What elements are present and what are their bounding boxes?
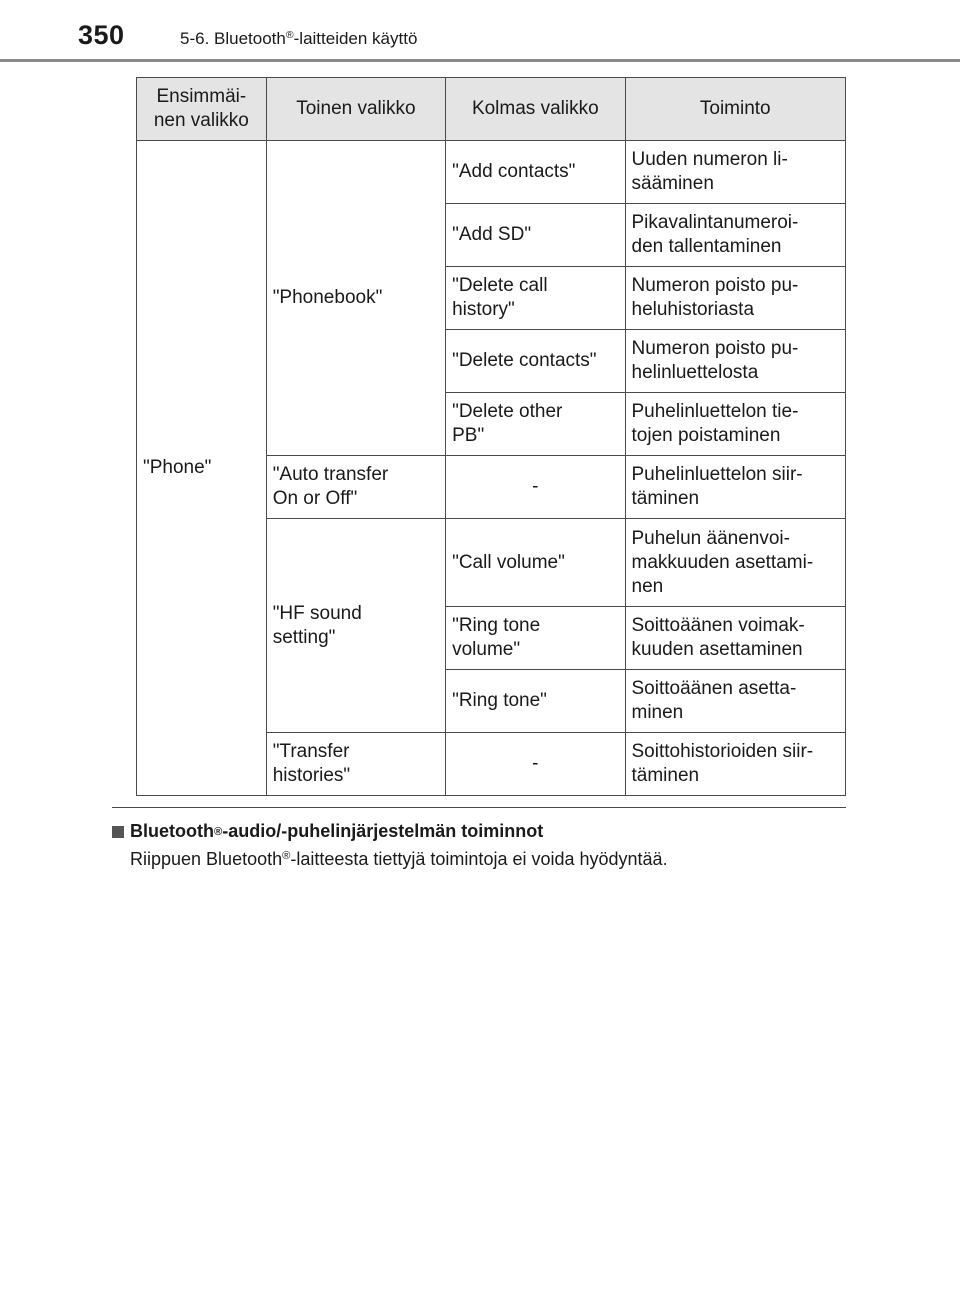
cell-function: Numeron poisto pu- heluhistoriasta bbox=[625, 267, 846, 330]
cell-third-menu: "Delete other PB" bbox=[446, 393, 625, 456]
header-first-menu: Ensimmäi- nen valikko bbox=[137, 78, 267, 141]
header-function: Toiminto bbox=[625, 78, 846, 141]
cell-third-menu: "Ring tone" bbox=[446, 670, 625, 733]
bluetooth-heading-suffix: -audio/-puhelinjärjestelmän toiminnot bbox=[222, 821, 544, 841]
cell-function: Puhelun äänenvoi- makkuuden asettami- nen bbox=[625, 519, 846, 607]
menu-table bbox=[136, 77, 846, 796]
cell-third-menu: "Ring tone volume" bbox=[446, 607, 625, 670]
cell-function: Puhelinluettelon siir- täminen bbox=[625, 456, 846, 519]
cell-transfer-histories: "Transfer histories" bbox=[266, 733, 445, 796]
registered-mark: ® bbox=[282, 849, 291, 862]
bluetooth-body-text: Riippuen Bluetooth bbox=[130, 849, 283, 869]
cell-function: Soittoäänen voimak- kuuden asettaminen bbox=[625, 607, 846, 670]
square-bullet-icon bbox=[112, 826, 124, 838]
cell-function: Uuden numeron li- sääminen bbox=[625, 141, 846, 204]
registered-mark: ® bbox=[285, 29, 294, 42]
bluetooth-heading: Bluetooth ® -audio/-puhelinjärjestelmän toiminnot bbox=[112, 821, 543, 842]
section-title-suffix: -laitteiden käyttö bbox=[293, 29, 418, 48]
table-row bbox=[137, 141, 846, 204]
cell-auto-transfer: "Auto transfer On or Off" bbox=[266, 456, 445, 519]
cell-third-menu: - bbox=[446, 456, 625, 519]
header-third-menu: Kolmas valikko bbox=[446, 78, 625, 141]
bluetooth-heading-text: Bluetooth bbox=[130, 821, 214, 841]
cell-function: Soittohistorioiden siir- täminen bbox=[625, 733, 846, 796]
cell-third-menu: - bbox=[446, 733, 625, 796]
bluetooth-body-suffix: -laitteesta tiettyjä toimintoja ei voida hyödyntää. bbox=[290, 849, 668, 869]
header-rule bbox=[0, 59, 960, 62]
section-title bbox=[180, 29, 417, 49]
cell-function: Numeron poisto pu- helinluettelosta bbox=[625, 330, 846, 393]
cell-third-menu: "Delete contacts" bbox=[446, 330, 625, 393]
cell-function: Soittoäänen asetta- minen bbox=[625, 670, 846, 733]
section-title-text: 5-6. Bluetooth bbox=[180, 29, 286, 48]
cell-function: Puhelinluettelon tie- tojen poistaminen bbox=[625, 393, 846, 456]
table-header-row bbox=[137, 78, 846, 141]
page-number: 350 bbox=[78, 20, 125, 50]
header-second-menu: Toinen valikko bbox=[266, 78, 445, 141]
section-divider bbox=[112, 807, 846, 808]
cell-function: Pikavalintanumeroi- den tallentaminen bbox=[625, 204, 846, 267]
cell-phone: "Phone" bbox=[137, 141, 267, 796]
cell-hf-sound: "HF sound setting" bbox=[266, 519, 445, 733]
bluetooth-body bbox=[130, 849, 668, 870]
cell-third-menu: "Add contacts" bbox=[446, 141, 625, 204]
cell-third-menu: "Call volume" bbox=[446, 519, 625, 607]
cell-phonebook: "Phonebook" bbox=[266, 141, 445, 456]
page-header bbox=[0, 0, 960, 62]
cell-third-menu: "Add SD" bbox=[446, 204, 625, 267]
cell-third-menu: "Delete call history" bbox=[446, 267, 625, 330]
